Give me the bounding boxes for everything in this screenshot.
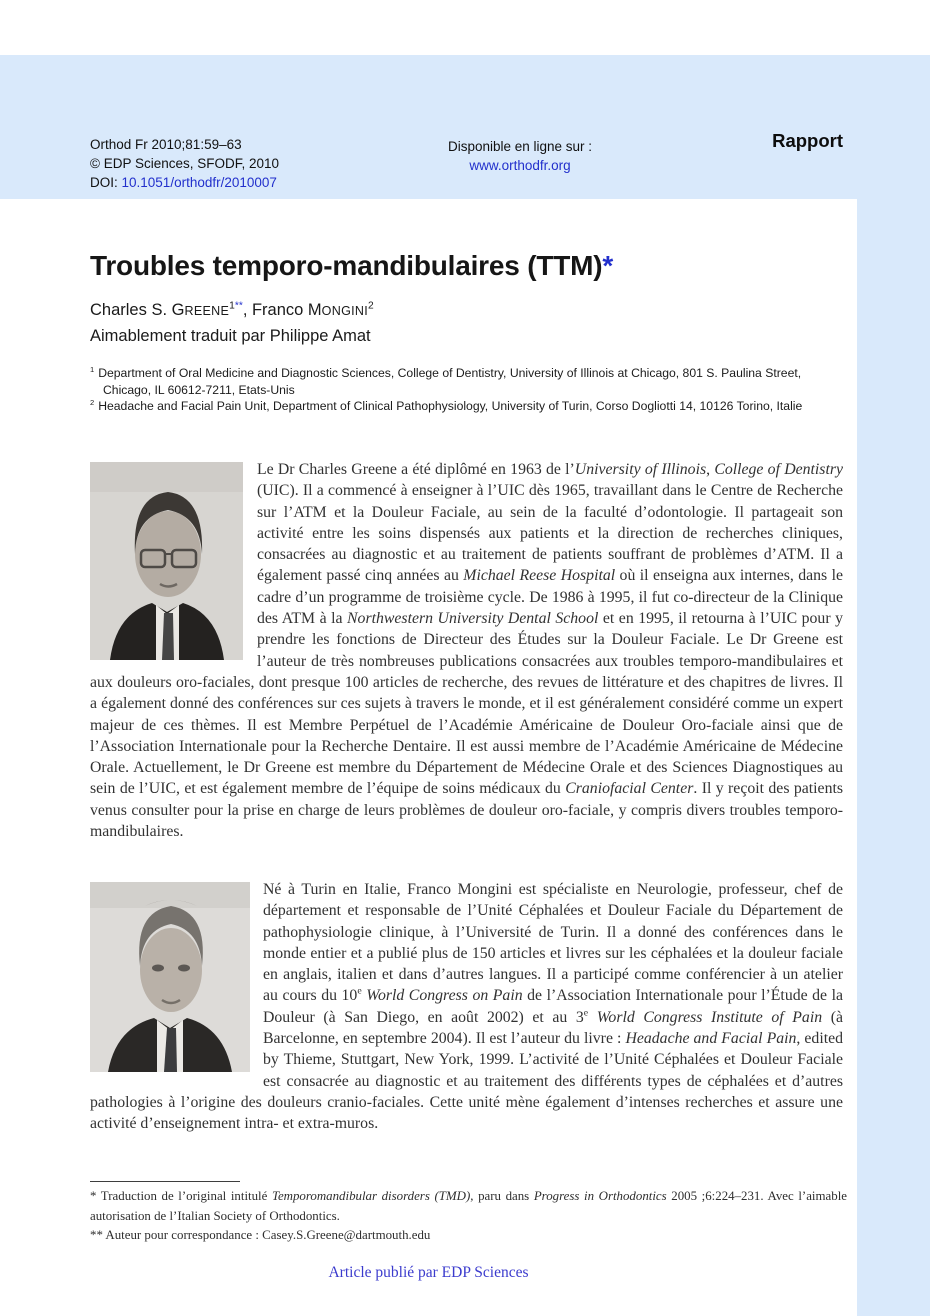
article-title: Troubles temporo-mandibulaires (TTM)* (90, 250, 614, 281)
affiliation-number: 1 (90, 364, 95, 374)
publication-info (90, 135, 279, 192)
bio-text-greene: Le Dr Charles Greene a été diplômé en 1963 de l’University of Illinois, College of Dentistry (UIC). Il a commencé à enseigner à l’UIC dès 1965, travaillant dans le Centre de Recherche sur l’ATM et la Douleur Faciale, au sein de la faculté d’odontologie. Il partageait son activité entre les soins dispensés aux patients et la direction de recherches cliniques, consacrées au diagnostic et au traitement de patients souffrant de problèmes d’ATM. Il a également passé cinq années au Michael Reese Hospital où il enseigna aux internes, dans le cadre d’un programme de troisième cycle. De 1986 à 1995, il fut co-directeur de la Clinique des ATM à la Northwestern University Dental School et en 1995, il retourna à l’UIC pour y prendre les fonctions de Directeur des Études sur la Douleur Faciale. Le Dr Greene est l’auteur de très nombreuses publications consacrées aux troubles temporo-mandibulaires et aux douleurs oro-faciales, dont presque 100 articles de recherche, des revues de littérature et des chapitres de livres. Il a également donné des conférences sur ces sujets à travers le monde, et il est généralement considéré comme un expert majeur de ces thèmes. Il est Membre Perpétuel de l’Académie Américaine de Douleur Oro-faciale ainsi que de l’Association Internationale pour la Recherche Dentaire. Il est aussi membre de l’Académie Américaine de Médecine Orale. Actuellement, le Dr Greene est membre du Département de Médecine Orale et des Sciences Diagnostiques au sein de l’UIC, et est également membre de l’équipe de soins médicaux du Craniofacial Center. Il y reçoit des patients venus consulter pour la prise en charge de leurs problèmes de douleur oro-faciale, y compris divers troubles temporo-mandibulaires. (90, 461, 844, 841)
author-bio-greene (90, 459, 843, 842)
affiliation-text: Headache and Facial Pain Unit, Department of Clinical Pathophysiology, University of Turin, Corso Dogliotti 14, 10126 Torino, Italie (98, 399, 803, 413)
publisher-footer-link[interactable]: Article publié par EDP Sciences (328, 1264, 529, 1281)
affiliation-item-1 (90, 365, 852, 398)
affiliation-number: 2 (90, 397, 95, 407)
author-bio-mongini (90, 879, 843, 1135)
portrait-photo-greene (90, 462, 243, 660)
report-type-badge: Rapport (772, 130, 843, 151)
right-margin-strip (857, 199, 930, 1316)
footnotes-block (90, 1181, 847, 1246)
footnote-divider (90, 1181, 240, 1182)
affiliation-item-2 (90, 398, 852, 415)
portrait-photo-mongini (90, 882, 250, 1072)
translation-credit: Aimablement traduit par Philippe Amat (90, 327, 371, 345)
publisher-footer (0, 1264, 857, 1282)
available-online-block (380, 137, 660, 175)
available-online-label: Disponible en ligne sur : (447, 139, 593, 154)
footnote-translation: * Traduction de l’original intitulé Temporomandibular disorders (TMD), paru dans Progress in Orthodontics 2005 ;6:224–231. Avec l’aimable autorisation de l’Italian Society of Orthodontics. (90, 1189, 847, 1223)
doi-line (90, 173, 279, 192)
bio-text-mongini: Né à Turin en Italie, Franco Mongini est spécialiste en Neurologie, professeur, chef de département et responsable de l’Unité Céphalées et Douleur Faciale du Département de pathophysiologie clinique, à l’Université de Turin. Il a donné des conférences dans le monde entier et a publié plus de 150 articles et livres sur les céphalées et la douleur faciale en anglais, italien et dans d’autres langues. Il a participé comme conférencier à un atelier au cours du 10e World Congress on Pain de l’Association Internationale pour l’Étude de la Douleur (à San Diego, en août 2002) et au 3e World Congress Institute of Pain (à Barcelonne, en septembre 2004). Il est l’auteur du livre : Headache and Facial Pain, edited by Thieme, Stuttgart, New York, 1999. L’activité de l’Unité Céphalées et Douleur Faciale est consacrée au diagnostic et au traitement des différents types de céphalées et d’autres pathologies à l’origine des douleurs cranio-faciales. Cette unité mène également d’intenses recherches et assure une activité d’enseignement intra- et extra-muros. (90, 881, 844, 1133)
copyright-line: © EDP Sciences, SFODF, 2010 (90, 156, 280, 171)
footnote-correspondence: ** Auteur pour correspondance : Casey.S.Greene@dartmouth.edu (90, 1228, 431, 1242)
affiliation-text: Department of Oral Medicine and Diagnostic Sciences, College of Dentistry, University of Illinois at Chicago, 801 S. Paulina Street, Chicago, IL 60612-7211, Etats-Unis (98, 366, 802, 397)
doi-label: DOI: (90, 175, 122, 190)
affiliations (90, 365, 852, 415)
authors-line: Charles S. $GREENE^{1**}$, Franco MONGINI$^2$ (90, 300, 374, 319)
footnote-marker-link[interactable]: ** (234, 300, 243, 312)
doi-link[interactable]: 10.1051/orthodfr/2010007 (121, 175, 277, 190)
journal-website-link[interactable]: www.orthodfr.org (469, 158, 571, 173)
footnote-marker-link[interactable]: * (602, 250, 614, 281)
journal-citation: Orthod Fr 2010;81:59–63 (90, 137, 242, 152)
